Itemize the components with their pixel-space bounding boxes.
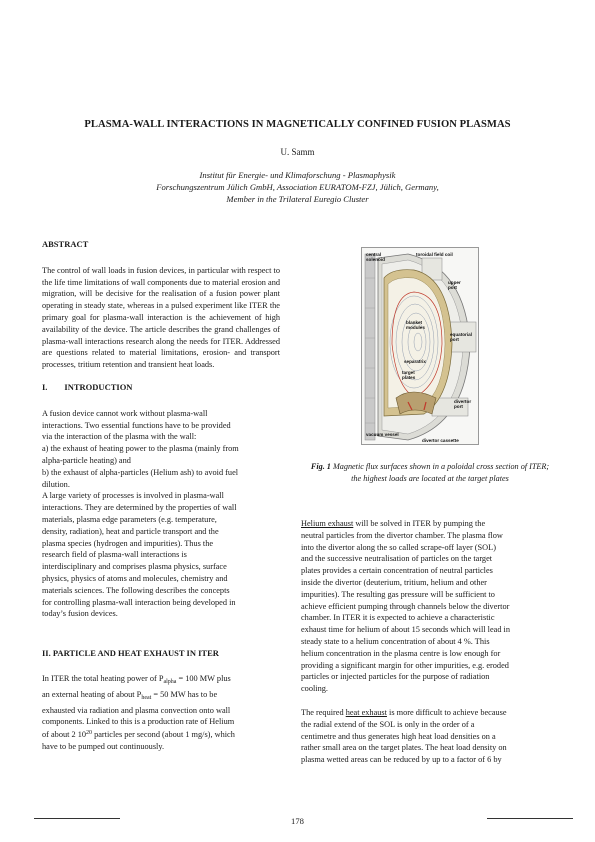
text-line: plasma wetted areas can be reduced by up to a factor of 6 by	[301, 755, 502, 765]
text-line: A large variety of processes is involved in plasma-wall	[42, 491, 224, 501]
text-line: dilution.	[42, 479, 70, 489]
text-line: of about 2 $10^{20}$ particles per second (about 1 mg/s), which	[42, 730, 235, 740]
caption-label: Fig. 1	[310, 462, 331, 471]
figure-caption	[305, 461, 555, 484]
text-line: cooling.	[301, 684, 328, 694]
central-solenoid-shape	[365, 254, 375, 440]
text-line: alpha-particle heating) and	[42, 455, 131, 465]
text-line: Helium exhaust will be solved in ITER by pumping the	[301, 519, 486, 528]
label-divertor-port-2: port	[454, 404, 463, 409]
text-line: exhausted via radiation and plasma convection onto wall	[42, 705, 231, 715]
text-line: inside the divertor (deuterium, tritium, helium and other	[301, 577, 487, 587]
label-target-plates-2: plates	[402, 375, 416, 380]
left-column	[42, 239, 280, 753]
text-line: via the interaction of the plasma with the wall:	[42, 432, 197, 442]
label-divertor-port-1: divertor	[454, 399, 472, 404]
label-blanket-2: modules	[406, 325, 425, 330]
text-line: interdisciplinary and comprises plasma physics, surface	[42, 562, 227, 572]
iter-diagram	[362, 248, 479, 445]
label-blanket-1: blanket	[406, 320, 423, 325]
label-central-solenoid-2: solenoid	[366, 257, 385, 262]
text-line: The required heat exhaust is more difficult to achieve because	[301, 708, 507, 717]
introduction-heading: I. INTRODUCTION	[42, 381, 133, 392]
iter-cross-section-figure	[361, 247, 479, 445]
label-target-plates-1: target	[402, 370, 415, 375]
text-line: have to be pumped out continuously.	[42, 741, 165, 751]
text-line: for controlling plasma-wall interaction being developed in	[42, 597, 236, 607]
right-column-paragraph-1	[301, 518, 554, 695]
label-separatrix: separatrix	[404, 359, 426, 364]
section2-heading: II. PARTICLE AND HEAT EXHAUST IN ITER	[42, 648, 219, 659]
caption-text: Magnetic flux surfaces shown in a poloidal cross section of ITER; the highest loads are located at the target plates	[330, 462, 550, 483]
text-line: rather small area on the target plates. The heat load density on	[301, 743, 507, 753]
text-line: helium concentration in the plasma centre is low enough for	[301, 648, 501, 658]
label-equatorial-port-1: equatorial	[450, 332, 472, 337]
text-line: plates provides a certain concentration of neutral particles	[301, 566, 493, 576]
text-line: interactions. Two essential functions have to be provided	[42, 420, 231, 430]
affiliation	[60, 169, 535, 206]
text-line: particles or injected particles for the purpose of radiation	[301, 672, 490, 682]
text-line: chamber. In ITER it is expected to achieve a characteristic	[301, 613, 495, 623]
text-line: research field of plasma-wall interactions is	[42, 550, 187, 560]
label-upper-port-1: upper	[448, 280, 461, 285]
text-line: neutral particles from the divertor chamber. The plasma flow	[301, 530, 503, 540]
text-line: into the divertor along the so called scrape-off layer (SOL)	[301, 542, 496, 552]
affiliation-line: Institut für Energie- und Klimaforschung - Plasmaphysik	[199, 170, 396, 180]
text-line: materials, plasma edge parameters (e.g. temperature,	[42, 514, 217, 524]
text-line: In ITER the total heating power of $P_{alpha} = 100$ MW plus	[42, 673, 231, 685]
text-line: steady state to a helium concentration of about 4 %. This	[301, 636, 490, 646]
label-toroidal-field-coil: toroidal field coil	[416, 252, 453, 257]
text-line: an external heating of about $P_{heat} = 50$ MW has to be	[42, 689, 218, 701]
svg-text:centralsolenoid	[366, 252, 385, 262]
text-line: centimetre and thus generates high heat load densities on a	[301, 731, 496, 741]
text-line: density, radiation), heat and particle transport and the	[42, 526, 219, 536]
text-line: b) the exhaust of alpha-particles (Helium ash) to avoid fuel	[42, 467, 239, 477]
text-line: plasma species (hydrogen and impurities). Thus the	[42, 538, 214, 548]
abstract-heading: ABSTRACT	[42, 239, 89, 249]
label-upper-port-2: port	[448, 285, 457, 290]
paper-title: PLASMA-WALL INTERACTIONS IN MAGNETICALLY CONFINED FUSION PLASMAS	[84, 119, 511, 130]
text-line: and the successive neutralisation of particles on the target	[301, 554, 493, 564]
label-vacuum-vessel: vacuum vessel	[366, 432, 399, 437]
svg-text:targetplates	[402, 370, 416, 380]
text-line: interactions. They are determined by the properties of wall	[42, 503, 237, 513]
right-column-paragraph-2	[301, 707, 554, 766]
text-line: A fusion device cannot work without plasma-wall	[42, 408, 208, 418]
text-line: exhaust time for helium of about 15 seconds which will lead in	[301, 625, 510, 635]
text-line: components. Linked to this is a production rate of Helium	[42, 717, 235, 727]
text-line: today’s fusion devices.	[42, 609, 118, 619]
introduction-text	[42, 408, 280, 620]
text-line: providing a significant margin for other impurities, e.g. eroded	[301, 660, 509, 670]
section2-text	[42, 673, 280, 753]
svg-text:divertorport	[454, 399, 471, 409]
text-line: the radial extend of the SOL is only in the order of a	[301, 719, 475, 729]
label-central-solenoid-1: central	[366, 252, 382, 257]
text-line: materials sciences. The following describes the concepts	[42, 585, 230, 595]
heat-exhaust-term: heat exhaust	[345, 708, 387, 717]
text-line: a) the exhaust of heating power to the plasma (mainly from	[42, 444, 239, 454]
text-line: physics, physics of atoms and molecules, chemistry and	[42, 573, 228, 583]
svg-text:upperport	[448, 280, 461, 290]
affiliation-line: Forschungszentrum Jülich GmbH, Association EURATOM-FZJ, Jülich, Germany,	[156, 182, 439, 193]
author: U. Samm	[280, 147, 315, 157]
label-equatorial-port-2: port	[450, 337, 459, 342]
page-number: 178	[291, 816, 304, 826]
label-divertor-cassette: divertor cassette	[422, 438, 459, 443]
text-line: impurities). The resulting gas pressure will be sufficient to	[301, 589, 495, 599]
text-line: achieve efficient pumping through channels below the divertor	[301, 601, 510, 611]
helium-exhaust-term: Helium exhaust	[301, 519, 354, 528]
abstract-text: The control of wall loads in fusion devices, in particular with respect to the life time limitations of wall components due to material erosion and migration, will be decisive for the realisation of a fusion power plant operating in steady state, whereas in a pulsed experiment like ITER the primary goal for plasma-wall interaction is the achievement of high availability of the device. The article describes the grand challenges of plasma-wall interactions research along the needs for ITER. Addressed are questions related to material limitations, erosion- and transport processes, tritium retention and transient heat loads.	[42, 265, 280, 370]
affiliation-line: Member in the Trilateral Euregio Cluster	[226, 194, 369, 205]
